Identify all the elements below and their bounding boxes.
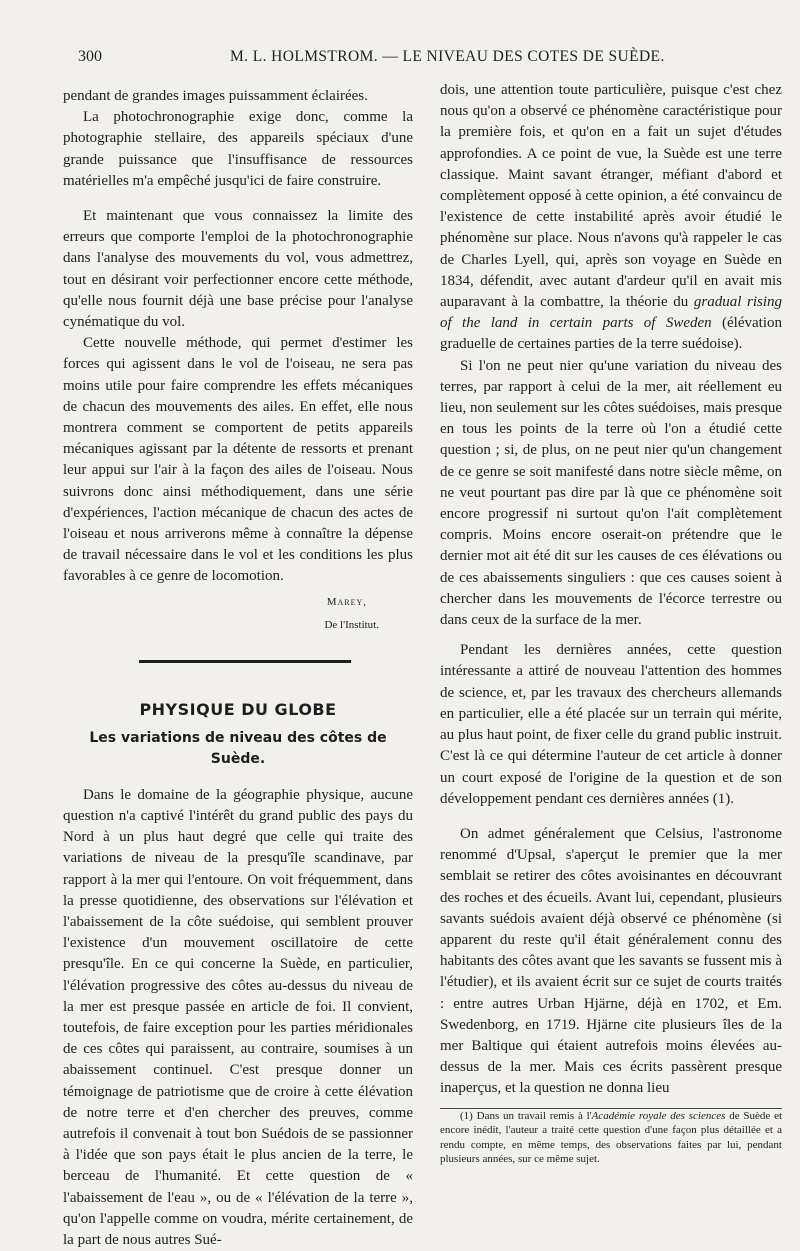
paragraph: On admet généralement que Celsius, l'astronome renommé d'Upsal, s'aperçut le premier que la mer semblait se retirer des côtes avoisinantes en découvrant des roches et des écueils. Avant lui, cependant, plusieurs savants suédois avaient déjà observé ce phénomène (si apparent du reste qu'il était généralement connu des habitants des côtes avant que les savants se fussent mis à l'étudier), et ils avaient écrit sur ce sujet de courts traités : entre autres Urban Hjärne, déjà en 1702, et Em. Swedenborg, en 1719. Hjärne cite plusieurs îles de la mer Baltique qui étaient autrefois moins élevées au-dessus de la mer. Mais ces écrits passèrent presque inaperçus, et la question ne donna lieu bbox=[440, 825, 782, 1097]
paragraph-text: (élévation graduelle de certaines parties de la terre suédoise). bbox=[440, 315, 782, 353]
paragraph: Dans le domaine de la géographie physique, aucune question n'a captivé l'intérêt du grand public des pays du Nord à un plus haut degré que celle qui traite des variations de niveau de la presqu'île scandinave, par rapport à la mer qui l'entoure. On voit fréquemment, dans la presse quotidienne, des observations sur l'élévation et l'abaissement de la côte suédoise, qui semblent prouver l'existence d'un mouvement oscillatoire de cette presqu'île. En ce qui concerne la Suède, en particulier, l'élévation progressive des côtes au-dessus du niveau de la mer est presque passée en article de foi. Il convient, toutefois, de faire exception pour les parties méridionales de ces côtes qui paraissent, au contraire, soumises à un abaissement continuel. C'est presque donner un témoignage de patriotisme que de croire à cette élévation de notre terre et d'en chercher des preuves, comme autrefois il convenait à tout bon Suédois de se passionner à l'idée que son pays était le plus ancien de la terre, le berceau de l'humanité. Et cette question de « l'abaissement de l'eau », ou de « l'élévation de la terre », qu'on l'appelle comme on voudra, mérite certainement, de la part de nous autres Sué- bbox=[63, 786, 413, 1248]
paragraph: Si l'on ne peut nier qu'une variation du niveau des terres, par rapport à celui de la mer, ait réellement eu lieu, non seulement sur les côtes suédoises, mais presque en tous les points de la terre où l'on a étudié cette question ; si, de plus, on ne peut nier qu'un changement de ce genre se soit manifesté dans notre siècle même, on ne veut pourtant pas dire par là que ce phénomène soit encore progressif ni surtout qu'on l'ait complètement compris. Moins encore oserait-on prétendre que le dernier mot ait été dit sur les causes de ces élévations ou de ces abaissements singuliers : que ces causes soient à chercher dans les mouvements de l'écorce terrestre ou dans ceux de la surface de la mer. bbox=[440, 357, 782, 629]
paragraph bbox=[440, 80, 782, 356]
italic-phrase: gradual rising of the land in certain parts of Sweden bbox=[440, 294, 783, 332]
paragraph: Pendant les dernières années, cette question intéressante a attiré de nouveau l'attention des hommes de science, et, par les travaux des chercheurs allemands en particulier, elle a été placée sur un terrain qui mérite, au plus haut point, de fixer celle du grand public instruit. C'est là ce qui détermine l'auteur de cet article à donner un court exposé de l'origine de la question et de son développement pendant ces dernières années (1). bbox=[440, 642, 782, 807]
left-column bbox=[63, 86, 413, 1251]
page-number: 300 bbox=[78, 48, 102, 65]
right-column bbox=[440, 80, 782, 1167]
paragraph: Cette nouvelle méthode, qui permet d'estimer les forces qui agissent dans le vol de l'oiseau, ne sera pas moins utile pour faire comprendre les effets mécaniques de chacun des mouvements des ailes. En effet, elle nous montrera comment se comportent de petits appareils mécaniques agissant par la détente de ressorts et prenant leur appui sur l'air à la façon des ailes de l'oiseau. Nous suivrons donc ainsi méthodiquement, dans une série d'expériences, l'action mécanique de chacun des actes de l'oiseau et nous arriverons même à connaître la dépense de travail nécessaire dans le vol et les conditions les plus favorables à ce genre de locomotion. bbox=[63, 335, 413, 585]
signature-name: Marey, bbox=[326, 595, 367, 608]
paragraph: Et maintenant que vous connaissez la limite des erreurs que comporte l'emploi de la photochronographie dans l'analyse des mouvements du vol, vous admettrez, tout en désirant voir perfectionner encore cette méthode, qu'elle nous fournit déjà une base précise pour l'analyse cynématique du vol. bbox=[63, 208, 413, 331]
section-title: PHYSIQUE DU GLOBE bbox=[139, 700, 337, 720]
signature-affiliation: De l'Institut. bbox=[324, 618, 379, 631]
footnote-text: de Suède et encore inédit, l'auteur a traité cette question d'une façon plus détaillée et a rendu compte, en même temps, des observations faites par lui, pendant plusieurs années, sur ce même sujet. bbox=[440, 1109, 783, 1166]
page-header bbox=[60, 46, 780, 70]
section-divider bbox=[139, 660, 351, 663]
footnote-text: (1) Dans un travail remis à l' bbox=[460, 1109, 592, 1122]
footnote bbox=[440, 1109, 782, 1167]
paragraph: pendant de grandes images puissamment éclairées. bbox=[63, 88, 368, 104]
paragraph: La photochronographie exige donc, comme la photographie stellaire, des appareils spéciaux d'une grande puissance que l'insuffisance de ressources matérielles m'a empêché jusqu'ici de faire construire. bbox=[63, 109, 413, 189]
running-head: M. L. HOLMSTROM. — LE NIVEAU DES COTES DE SUÈDE. bbox=[230, 48, 665, 65]
signature bbox=[63, 592, 413, 636]
footnote-italic: Académie royale des sciences bbox=[591, 1109, 726, 1122]
paragraph-text: dois, une attention toute particulière, puisque c'est chez nous qu'on a observé ce phénomène caractéristique pour la première fois, et qu'on en a fait un sujet d'études approfondies. A ce point de vue, la Suède est une terre classique. Maint savant étranger, méfiant d'abord et complètement opposé à cette opinion, a été convaincu de l'existence de cette instabilité après avoir étudié le phénomène sur place. Nous n'avons qu'à rappeler le cas de Charles Lyell, qui, après son voyage en Suède en 1834, défendit, avec autant d'ardeur qu'il en avait mis auparavant à la combattre, la théorie du bbox=[440, 82, 782, 311]
article-title: Les variations de niveau des côtes de Suède. bbox=[89, 730, 387, 768]
